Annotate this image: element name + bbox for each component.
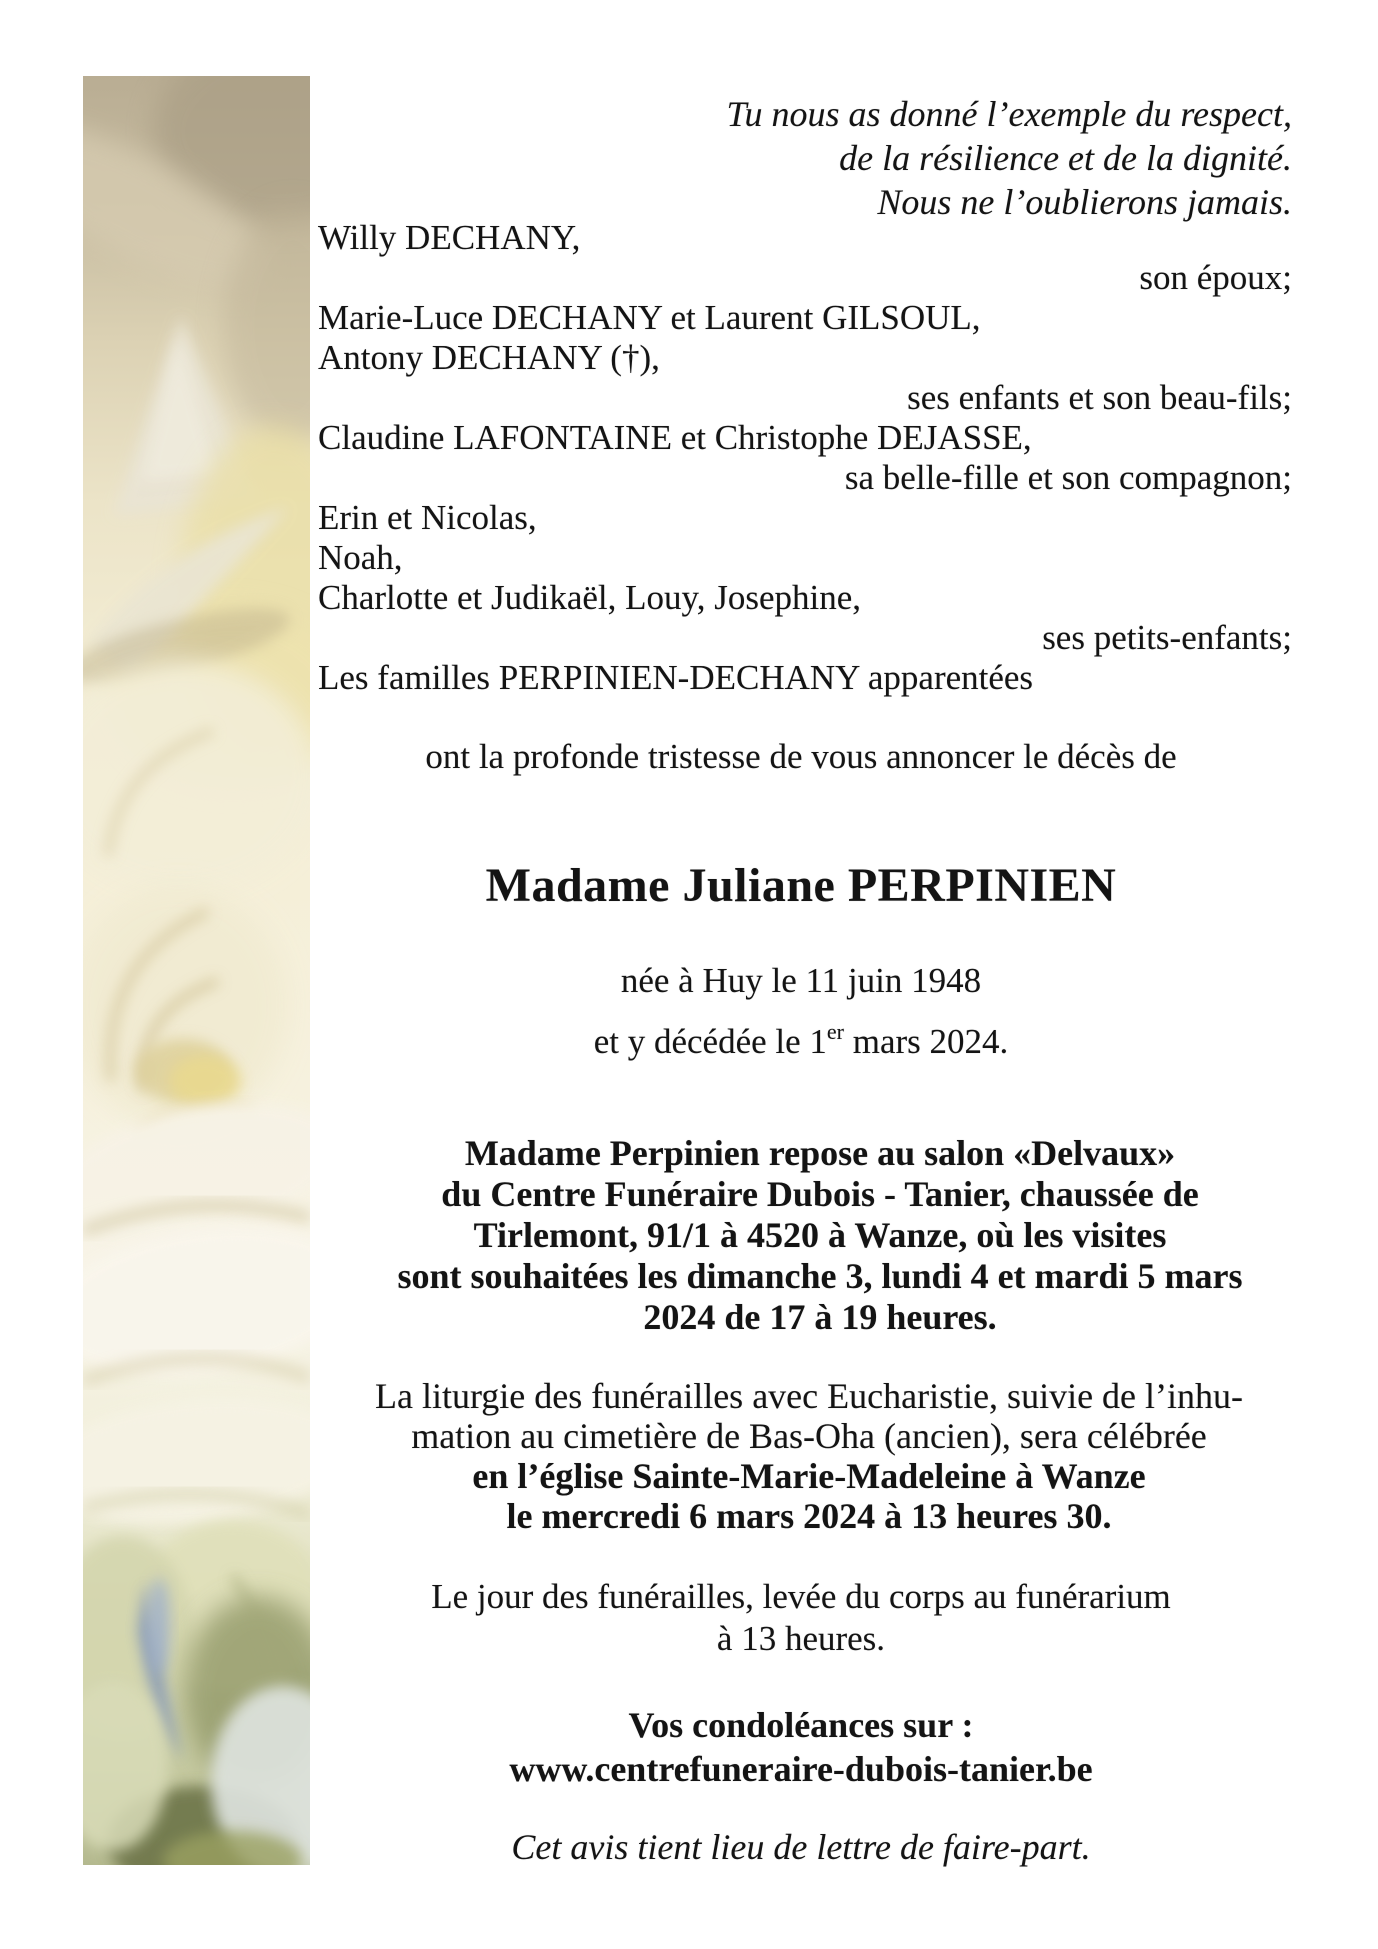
- epigraph-line: de la résilience et de la dignité.: [839, 138, 1292, 178]
- relation-line: ses petits-enfants;: [1042, 618, 1292, 657]
- family-member-line: Noah,: [318, 538, 403, 577]
- family-member-line: Claudine LAFONTAINE et Christophe DEJASSE,: [318, 418, 1032, 457]
- relation-line: son époux;: [1139, 258, 1292, 297]
- epigraph-line: Tu nous as donné l’exemple du respect,: [726, 94, 1292, 134]
- visitation-line: sont souhaitées les dimanche 3, lundi 4 et mardi 5 mars: [397, 1256, 1243, 1296]
- epigraph-line: Nous ne l’oublierons jamais.: [877, 182, 1292, 222]
- family-list: [310, 218, 1292, 698]
- death-line-end: mars 2024.: [844, 1022, 1009, 1061]
- visitation-paragraph: [310, 1133, 1292, 1338]
- visitation-line: Tirlemont, 91/1 à 4520 à Wanze, où les visites: [473, 1215, 1167, 1255]
- liturgy-line: La liturgie des funérailles avec Eucharistie, suivie de l’inhu-: [374, 1376, 1244, 1416]
- liturgy-date-line: le mercredi 6 mars 2024 à 13 heures 30.: [506, 1496, 1112, 1536]
- family-member-line: Willy DECHANY,: [318, 218, 581, 257]
- announcement-line: ont la profonde tristesse de vous annoncer le décès de: [425, 737, 1177, 776]
- death-ordinal-suffix: er: [826, 1019, 844, 1044]
- family-member-line: Charlotte et Judikaël, Louy, Josephine,: [318, 578, 862, 617]
- levee-paragraph: [310, 1576, 1292, 1660]
- white-roses-photo-art: [83, 76, 310, 1865]
- visitation-line: Madame Perpinien repose au salon «Delvaux»: [464, 1133, 1176, 1173]
- epigraph: [310, 92, 1292, 224]
- family-member-line: Marie-Luce DECHANY et Laurent GILSOUL,: [318, 298, 981, 337]
- liturgy-line: mation au cimetière de Bas-Oha (ancien), sera célébrée: [411, 1416, 1207, 1456]
- family-member-line: Erin et Nicolas,: [318, 498, 537, 537]
- liturgy-church-line: en l’église Sainte-Marie-Madeleine à Wanze: [472, 1456, 1146, 1496]
- family-member-line: Antony DECHANY (†),: [318, 338, 660, 377]
- levee-line: Le jour des funérailles, levée du corps au funérarium: [431, 1577, 1171, 1616]
- levee-line: à 13 heures.: [716, 1619, 886, 1658]
- condolences-label: Vos condoléances sur :: [628, 1705, 974, 1745]
- death-line: [310, 1019, 1292, 1062]
- liturgy-paragraph: [310, 1376, 1292, 1536]
- relation-line: sa belle-fille et son compagnon;: [844, 458, 1292, 497]
- visitation-line: 2024 de 17 à 19 heures.: [643, 1297, 997, 1337]
- white-roses-photo: [83, 76, 310, 1865]
- condolences-block: [310, 1703, 1292, 1791]
- deceased-name: Madame Juliane PERPINIEN: [485, 859, 1117, 912]
- death-line-start: et y décédée le 1: [593, 1022, 827, 1061]
- relation-line: ses enfants et son beau-fils;: [907, 378, 1292, 417]
- condolences-website: www.centrefuneraire-dubois-tanier.be: [509, 1749, 1093, 1789]
- family-member-line: Les familles PERPINIEN-DECHANY apparentées: [318, 658, 1034, 697]
- faire-part-note: Cet avis tient lieu de lettre de faire-part.: [511, 1827, 1091, 1867]
- birth-line: née à Huy le 11 juin 1948: [620, 961, 982, 1000]
- visitation-line: du Centre Funéraire Dubois - Tanier, chaussée de: [441, 1174, 1199, 1214]
- announcement-text-column: [310, 0, 1292, 1949]
